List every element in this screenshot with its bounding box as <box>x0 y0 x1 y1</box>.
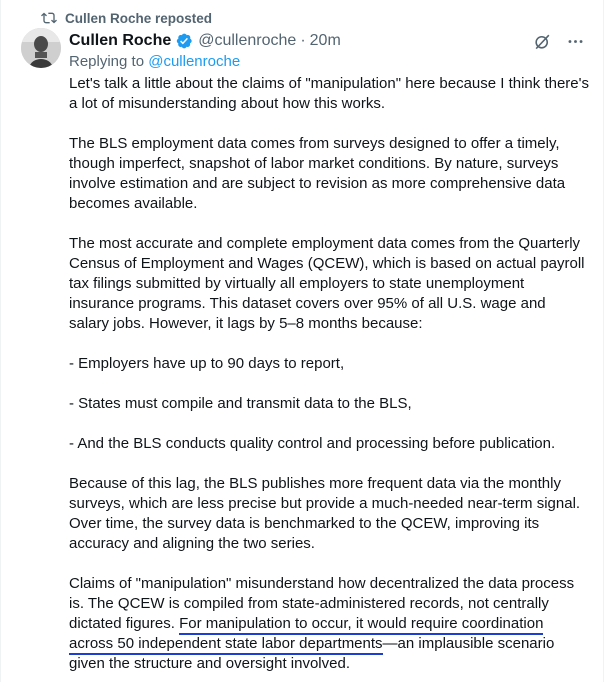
separator-dot: · <box>300 32 306 49</box>
more-options-icon[interactable] <box>566 32 585 51</box>
replying-to <box>69 53 240 70</box>
paragraph-4: Because of this lag, the BLS publishes more frequent data via the monthly surveys, which are less precise but provide a much-needed near-term signal. Over time, the survey data is benchmarked to the QCEW, improving its accuracy and aligning the two series. <box>69 475 581 552</box>
bullet-1: - Employers have up to 90 days to report, <box>69 355 345 372</box>
timestamp[interactable]: 20m <box>309 32 341 49</box>
tweet-actions <box>533 30 585 52</box>
replying-to-link[interactable]: @cullenroche <box>148 53 241 70</box>
paragraph-1: Let's talk a little about the claims of "manipulation" here because I think there's a lot of misunderstanding about how this works. <box>69 75 589 112</box>
bullet-3: - And the BLS conducts quality control and processing before publication. <box>69 435 556 452</box>
bullet-2: - States must compile and transmit data to the BLS, <box>69 395 412 412</box>
paragraph-2: The BLS employment data comes from surveys designed to offer a timely, though imperfect, snapshot of labor market conditions. By nature, surveys involve estimation and are subject to revision as more comprehensive data becomes available. <box>69 135 566 212</box>
avatar[interactable] <box>21 28 61 68</box>
repost-label: Cullen Roche reposted <box>65 10 213 26</box>
tweet-text <box>69 74 589 694</box>
paragraph-3: The most accurate and complete employment data comes from the Quarterly Census of Employment and Wages (QCEW), which is based on actual payroll tax filings submitted by virtually all employers to state unemployment insurance programs. This dataset covers over 95% of all U.S. wage and salary jobs. However, it lags by 5–8 months because: <box>69 235 585 332</box>
verified-badge-icon[interactable] <box>175 32 193 50</box>
grok-icon[interactable] <box>533 32 552 51</box>
author-handle[interactable]: @cullenroche <box>198 32 297 49</box>
tweet-header <box>69 30 341 52</box>
paragraph-5-start: Claims of "manipulation" misunderstand how decentralized the data process is. The QCEW is compiled from state-administered records, not centrally dictated figures. <box>69 575 575 632</box>
paragraph-5-end: —an implausible scenario given the structure and oversight involved. <box>69 635 555 672</box>
repost-indicator[interactable] <box>41 8 212 28</box>
replying-to-label: Replying to <box>69 53 145 70</box>
repost-icon <box>41 10 57 26</box>
paragraph-5 <box>69 574 589 674</box>
avatar-photo <box>21 28 61 68</box>
author-name[interactable]: Cullen Roche <box>69 32 172 49</box>
highlighted-sentence: For manipulation to occur, it would require coordination across 50 independent state labor departments <box>69 615 543 655</box>
